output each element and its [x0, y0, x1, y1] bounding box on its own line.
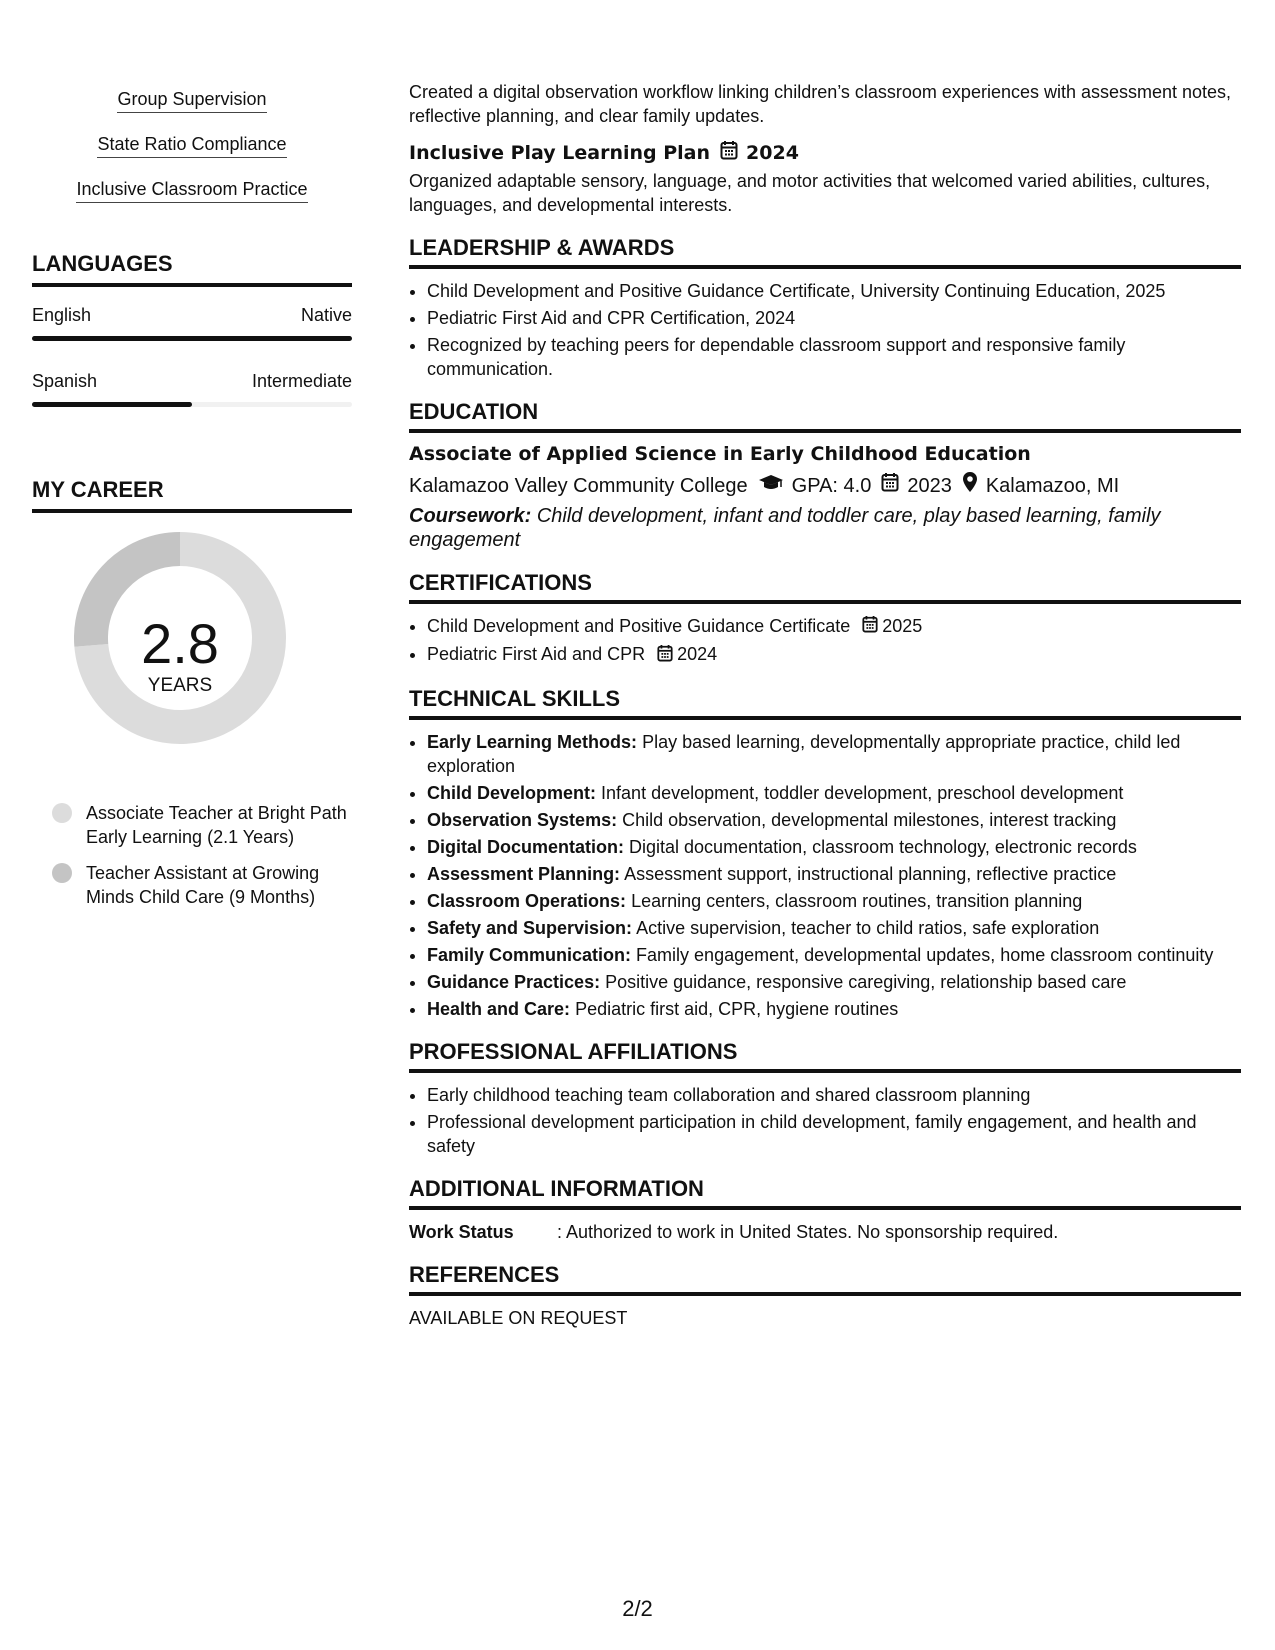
skill-tag: Inclusive Classroom Practice	[76, 179, 307, 203]
additional-info-heading: ADDITIONAL INFORMATION	[409, 1176, 1241, 1210]
calendar-icon	[881, 472, 899, 499]
skill-text: Child observation, developmental milestones, interest tracking	[622, 809, 1117, 830]
list-item	[427, 889, 1241, 913]
career-section	[32, 477, 352, 909]
sidebar-skills	[32, 80, 352, 215]
technical-skills-list	[409, 730, 1241, 1021]
skill-text: Infant development, toddler development, preschool development	[601, 782, 1124, 803]
skill-label: Guidance Practices:	[427, 971, 601, 992]
leadership-list	[409, 279, 1241, 381]
language-proficiency-bar	[32, 336, 352, 341]
list-item	[427, 916, 1241, 940]
coursework-text: Child development, infant and toddler care, play based learning, family engagement	[409, 505, 1161, 551]
list-item: • Professional development participation in child development, family engagement, and health and safety	[427, 1110, 1241, 1158]
certification-name: Pediatric First Aid and CPR	[427, 644, 646, 665]
skill-label: Safety and Supervision:	[427, 917, 633, 938]
skill-text: Learning centers, classroom routines, transition planning	[631, 890, 1083, 911]
page-number: 2/2	[622, 1596, 653, 1621]
language-item	[32, 305, 352, 341]
certifications-list	[409, 614, 1241, 668]
education-details	[409, 471, 1241, 500]
affiliations-list	[409, 1083, 1241, 1158]
technical-skills-heading: TECHNICAL SKILLS	[409, 686, 1241, 720]
graduation-year: 2023	[907, 474, 952, 497]
skill-text: Pediatric first aid, CPR, hygiene routines	[575, 998, 899, 1019]
skill-label: Classroom Operations:	[427, 890, 627, 911]
skill-label: Health and Care:	[427, 998, 571, 1019]
certification-name: Child Development and Positive Guidance Certificate	[427, 616, 851, 636]
degree-title: Associate of Applied Science in Early Childhood Education	[409, 443, 1031, 465]
education-heading: EDUCATION	[409, 399, 1241, 433]
project-title: Inclusive Play Learning Plan	[409, 141, 711, 164]
legend-dot-icon	[52, 863, 72, 883]
languages-heading: LANGUAGES	[32, 251, 352, 287]
references-heading: REFERENCES	[409, 1262, 1241, 1296]
language-name: Spanish	[32, 371, 98, 391]
skill-text: Assessment support, instructional planning, reflective practice	[624, 863, 1117, 884]
leadership-heading: LEADERSHIP & AWARDS	[409, 235, 1241, 269]
certification-year: 2024	[677, 644, 718, 665]
graduation-cap-icon	[758, 473, 784, 499]
project-title-line	[409, 140, 1241, 165]
project-description: Organized adaptable sensory, language, and motor activities that welcomed varied abilities, cultures, languages, and developmental interests.	[409, 171, 1211, 215]
career-legend-label: Teacher Assistant at Growing Minds Child Care (9 Months)	[86, 863, 320, 907]
language-level: Intermediate	[251, 371, 352, 391]
list-item: • Pediatric First Aid and CPR Certification, 2024	[427, 306, 1241, 330]
list-item	[427, 781, 1241, 805]
list-item	[427, 943, 1241, 967]
languages-section	[32, 251, 352, 407]
affiliations-heading: PROFESSIONAL AFFILIATIONS	[409, 1039, 1241, 1073]
school-location: Kalamazoo, MI	[985, 474, 1120, 497]
certification-year: 2025	[882, 616, 923, 636]
main-content	[409, 80, 1241, 1330]
list-item: • Recognized by teaching peers for dependable classroom support and responsive family communication.	[427, 333, 1241, 381]
skill-text: Play based learning, developmentally appropriate practice, child led exploration	[427, 731, 1181, 776]
calendar-icon	[720, 140, 738, 165]
list-item	[427, 730, 1241, 778]
location-pin-icon	[962, 471, 978, 500]
language-name: English	[32, 305, 92, 325]
list-item	[427, 970, 1241, 994]
language-proficiency-fill	[32, 402, 192, 407]
sidebar	[32, 80, 352, 921]
school-name: Kalamazoo Valley Community College	[409, 474, 748, 497]
skill-text: Positive guidance, responsive caregiving, relationship based care	[605, 971, 1127, 992]
project-year: 2024	[746, 141, 799, 164]
coursework	[409, 504, 1241, 552]
skill-label: Assessment Planning:	[427, 863, 621, 884]
work-status-value: : Authorized to work in United States. No sponsorship required.	[557, 1221, 1059, 1242]
list-item	[427, 614, 1241, 639]
career-total-unit: YEARS	[147, 675, 213, 696]
career-legend-item	[52, 861, 352, 909]
skill-tag: Group Supervision	[117, 89, 266, 113]
list-item	[427, 808, 1241, 832]
work-status-label: Work Status	[409, 1221, 514, 1242]
project-intro: Created a digital observation workflow linking children’s classroom experiences with assessment notes, reflective planning, and clear family updates.	[409, 82, 1232, 126]
legend-dot-icon	[52, 803, 72, 823]
certifications-heading: CERTIFICATIONS	[409, 570, 1241, 604]
work-status-row	[409, 1220, 1241, 1244]
list-item	[427, 997, 1241, 1021]
career-legend	[32, 801, 352, 909]
calendar-icon	[862, 615, 878, 639]
skill-text: Digital documentation, classroom technology, electronic records	[629, 836, 1137, 857]
career-heading: MY CAREER	[32, 477, 352, 513]
skill-text: Family engagement, developmental updates, home classroom continuity	[636, 944, 1214, 965]
career-donut-chart	[32, 531, 352, 777]
list-item	[427, 642, 1241, 667]
list-item	[427, 835, 1241, 859]
language-proficiency-bar	[32, 402, 352, 407]
skill-label: Observation Systems:	[427, 809, 618, 830]
calendar-icon	[657, 644, 673, 668]
career-total-value: 2.8	[141, 612, 219, 675]
skill-tag: State Ratio Compliance	[97, 134, 286, 158]
list-item: • Early childhood teaching team collaboration and shared classroom planning	[427, 1083, 1241, 1107]
language-proficiency-fill	[32, 336, 352, 341]
references-text: AVAILABLE ON REQUEST	[409, 1307, 628, 1328]
skill-label: Family Communication:	[427, 944, 632, 965]
coursework-label: Coursework:	[409, 505, 532, 527]
skill-label: Child Development:	[427, 782, 597, 803]
list-item: • Child Development and Positive Guidance Certificate, University Continuing Education, 2025	[427, 279, 1241, 303]
skill-label: Digital Documentation:	[427, 836, 624, 857]
language-item	[32, 371, 352, 407]
list-item	[427, 862, 1241, 886]
gpa: GPA: 4.0	[791, 474, 872, 497]
career-legend-label: Associate Teacher at Bright Path Early Learning (2.1 Years)	[86, 803, 347, 847]
language-level: Native	[300, 305, 352, 325]
skill-label: Early Learning Methods:	[427, 731, 638, 752]
skill-text: Active supervision, teacher to child ratios, safe exploration	[636, 917, 1100, 938]
career-legend-item	[52, 801, 352, 849]
